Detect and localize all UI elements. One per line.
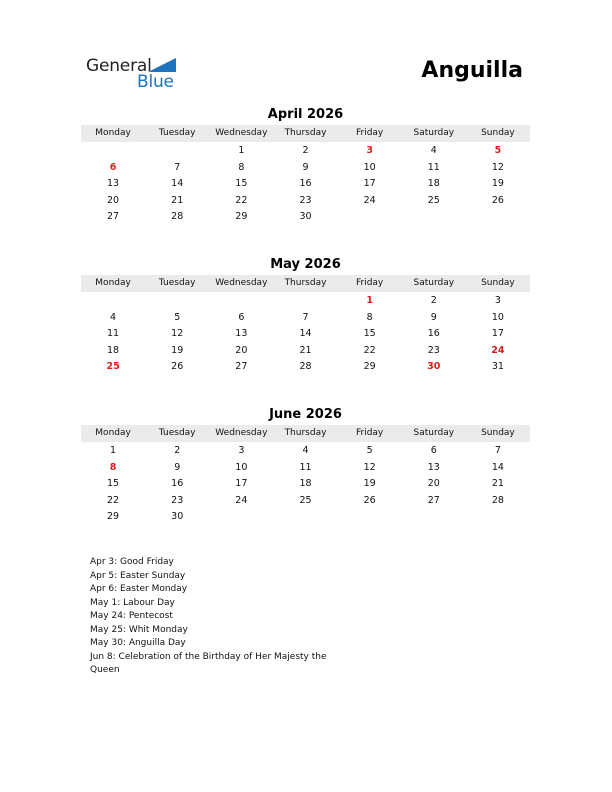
weekday-header: Thursday xyxy=(284,428,327,438)
month-calendar xyxy=(81,257,530,376)
empty-day-cell xyxy=(402,209,466,226)
day-cell: 9 xyxy=(430,311,437,323)
day-cell: 6 xyxy=(430,445,437,456)
month-title: June 2026 xyxy=(269,407,342,422)
day-cell: 24 xyxy=(363,194,376,206)
weekday-header: Tuesday xyxy=(158,278,196,288)
day-cell: 15 xyxy=(107,478,120,490)
weekday-header: Monday xyxy=(95,128,131,138)
logo-triangle-icon xyxy=(148,58,176,72)
month-title: April 2026 xyxy=(267,107,344,122)
day-cell: 15 xyxy=(363,328,376,340)
weekday-header: Wednesday xyxy=(215,278,268,288)
day-cell: 23 xyxy=(427,344,440,356)
day-cell: 9 xyxy=(174,461,181,473)
empty-day-cell xyxy=(209,293,273,310)
day-cell: 31 xyxy=(491,361,504,373)
holiday-note: Apr 5: Easter Sunday xyxy=(90,570,186,581)
day-cell: 17 xyxy=(363,178,376,190)
day-cell: 10 xyxy=(235,461,248,473)
day-cell: 28 xyxy=(491,494,504,506)
country-title: Anguilla xyxy=(421,58,523,83)
holiday-notes xyxy=(90,556,350,678)
day-cell: 6 xyxy=(238,311,245,323)
day-grid xyxy=(81,443,530,526)
holiday-day-cell: 30 xyxy=(427,361,441,373)
weekday-header: Friday xyxy=(355,428,384,438)
day-cell: 12 xyxy=(491,161,504,173)
day-cell: 19 xyxy=(491,178,504,190)
day-cell: 20 xyxy=(427,478,440,490)
weekday-header: Monday xyxy=(95,278,131,288)
weekday-header: Wednesday xyxy=(215,128,268,138)
logo xyxy=(86,56,186,92)
day-cell: 15 xyxy=(235,178,248,190)
weekday-header: Thursday xyxy=(284,278,327,288)
weekday-header: Friday xyxy=(355,278,384,288)
month-title: May 2026 xyxy=(270,257,341,272)
day-cell: 21 xyxy=(171,194,184,206)
day-cell: 1 xyxy=(110,445,117,456)
day-cell: 12 xyxy=(363,461,376,473)
day-cell: 4 xyxy=(110,311,117,323)
holiday-note: May 25: Whit Monday xyxy=(90,624,188,635)
day-cell: 11 xyxy=(299,461,312,473)
weekday-header-row xyxy=(81,275,530,292)
day-cell: 7 xyxy=(494,445,501,456)
day-cell: 30 xyxy=(299,211,312,223)
weekday-header: Tuesday xyxy=(158,128,196,138)
empty-day-cell xyxy=(338,509,402,526)
weekday-header: Sunday xyxy=(481,428,515,438)
holiday-day-cell: 6 xyxy=(109,161,117,173)
day-cell: 9 xyxy=(302,161,309,173)
day-cell: 7 xyxy=(302,311,309,323)
day-cell: 3 xyxy=(238,445,245,456)
day-cell: 8 xyxy=(238,161,245,173)
holiday-note: May 30: Anguilla Day xyxy=(90,638,186,648)
day-cell: 19 xyxy=(171,344,184,356)
empty-day-cell xyxy=(273,509,337,526)
day-cell: 22 xyxy=(107,494,120,506)
day-cell: 1 xyxy=(238,145,245,156)
holiday-day-cell: 1 xyxy=(366,295,373,306)
day-cell: 18 xyxy=(427,178,440,190)
day-cell: 19 xyxy=(363,478,376,490)
day-cell: 21 xyxy=(491,478,504,490)
weekday-header: Thursday xyxy=(284,128,327,138)
holiday-note: Jun 8: Celebration of the Birthday of Her Majesty the Queen xyxy=(90,651,327,675)
day-cell: 29 xyxy=(235,211,248,223)
empty-day-cell xyxy=(402,509,466,526)
day-cell: 29 xyxy=(107,511,120,523)
weekday-header: Monday xyxy=(95,428,131,438)
day-cell: 18 xyxy=(299,478,312,490)
day-cell: 5 xyxy=(366,445,373,456)
day-cell: 14 xyxy=(491,461,504,473)
day-cell: 27 xyxy=(235,361,248,373)
day-cell: 23 xyxy=(299,194,312,206)
day-cell: 8 xyxy=(366,311,373,323)
empty-day-cell xyxy=(145,293,209,310)
day-cell: 4 xyxy=(430,145,437,156)
holiday-day-cell: 5 xyxy=(494,145,502,156)
holiday-day-cell: 8 xyxy=(109,461,117,473)
day-cell: 3 xyxy=(494,295,501,306)
weekday-header: Sunday xyxy=(481,128,515,138)
month-calendar xyxy=(81,407,530,526)
day-cell: 30 xyxy=(171,511,184,523)
holiday-note: May 24: Pentecost xyxy=(90,611,173,621)
day-cell: 10 xyxy=(491,311,504,323)
day-cell: 24 xyxy=(235,494,248,506)
weekday-header: Saturday xyxy=(413,428,455,438)
weekday-header-row xyxy=(81,425,530,442)
day-cell: 20 xyxy=(107,194,120,206)
day-cell: 11 xyxy=(427,161,440,173)
holiday-day-cell: 25 xyxy=(106,361,120,373)
day-cell: 4 xyxy=(302,445,309,456)
empty-day-cell xyxy=(466,509,530,526)
day-cell: 26 xyxy=(491,194,504,206)
day-cell: 26 xyxy=(363,494,376,506)
weekday-header: Tuesday xyxy=(158,428,196,438)
logo-blue-text: Blue xyxy=(137,72,174,92)
empty-day-cell xyxy=(466,209,530,226)
holiday-note: Apr 3: Good Friday xyxy=(90,557,174,567)
day-cell: 26 xyxy=(171,361,184,373)
day-cell: 29 xyxy=(363,361,376,373)
holiday-day-cell: 3 xyxy=(366,145,373,156)
day-grid xyxy=(81,143,530,226)
day-cell: 22 xyxy=(363,344,376,356)
day-cell: 13 xyxy=(235,328,248,340)
weekday-header: Sunday xyxy=(481,278,515,288)
empty-day-cell xyxy=(338,209,402,226)
empty-day-cell xyxy=(145,143,209,160)
day-cell: 22 xyxy=(235,194,248,206)
weekday-header: Saturday xyxy=(413,278,455,288)
day-cell: 21 xyxy=(299,344,312,356)
day-cell: 13 xyxy=(427,461,440,473)
weekday-header: Friday xyxy=(355,128,384,138)
day-cell: 2 xyxy=(430,295,437,306)
day-cell: 28 xyxy=(299,361,312,373)
day-cell: 5 xyxy=(174,311,181,323)
empty-day-cell xyxy=(273,293,337,310)
day-cell: 23 xyxy=(171,494,184,506)
holiday-note: May 1: Labour Day xyxy=(90,597,175,608)
holiday-note: Apr 6: Easter Monday xyxy=(90,584,188,594)
day-cell: 14 xyxy=(299,328,312,340)
day-cell: 25 xyxy=(427,194,440,206)
empty-day-cell xyxy=(209,509,273,526)
logo-general-text: General xyxy=(86,56,152,76)
weekday-header: Wednesday xyxy=(215,428,268,438)
day-cell: 27 xyxy=(107,211,120,223)
day-cell: 25 xyxy=(299,494,312,506)
day-grid xyxy=(81,293,530,376)
empty-day-cell xyxy=(81,143,145,160)
day-cell: 2 xyxy=(174,445,181,456)
day-cell: 11 xyxy=(107,328,120,340)
day-cell: 17 xyxy=(491,328,504,340)
day-cell: 17 xyxy=(235,478,248,490)
day-cell: 7 xyxy=(174,161,181,173)
day-cell: 13 xyxy=(107,178,120,190)
holiday-day-cell: 24 xyxy=(491,344,505,356)
day-cell: 27 xyxy=(427,494,440,506)
month-calendar xyxy=(81,107,530,226)
day-cell: 2 xyxy=(302,145,309,156)
day-cell: 10 xyxy=(363,161,376,173)
day-cell: 16 xyxy=(299,178,312,190)
empty-day-cell xyxy=(81,293,145,310)
day-cell: 28 xyxy=(171,211,184,223)
day-cell: 20 xyxy=(235,344,248,356)
day-cell: 12 xyxy=(171,328,184,340)
weekday-header: Saturday xyxy=(413,128,455,138)
day-cell: 18 xyxy=(107,344,120,356)
weekday-header-row xyxy=(81,125,530,142)
day-cell: 16 xyxy=(171,478,184,490)
day-cell: 14 xyxy=(171,178,184,190)
day-cell: 16 xyxy=(427,328,440,340)
